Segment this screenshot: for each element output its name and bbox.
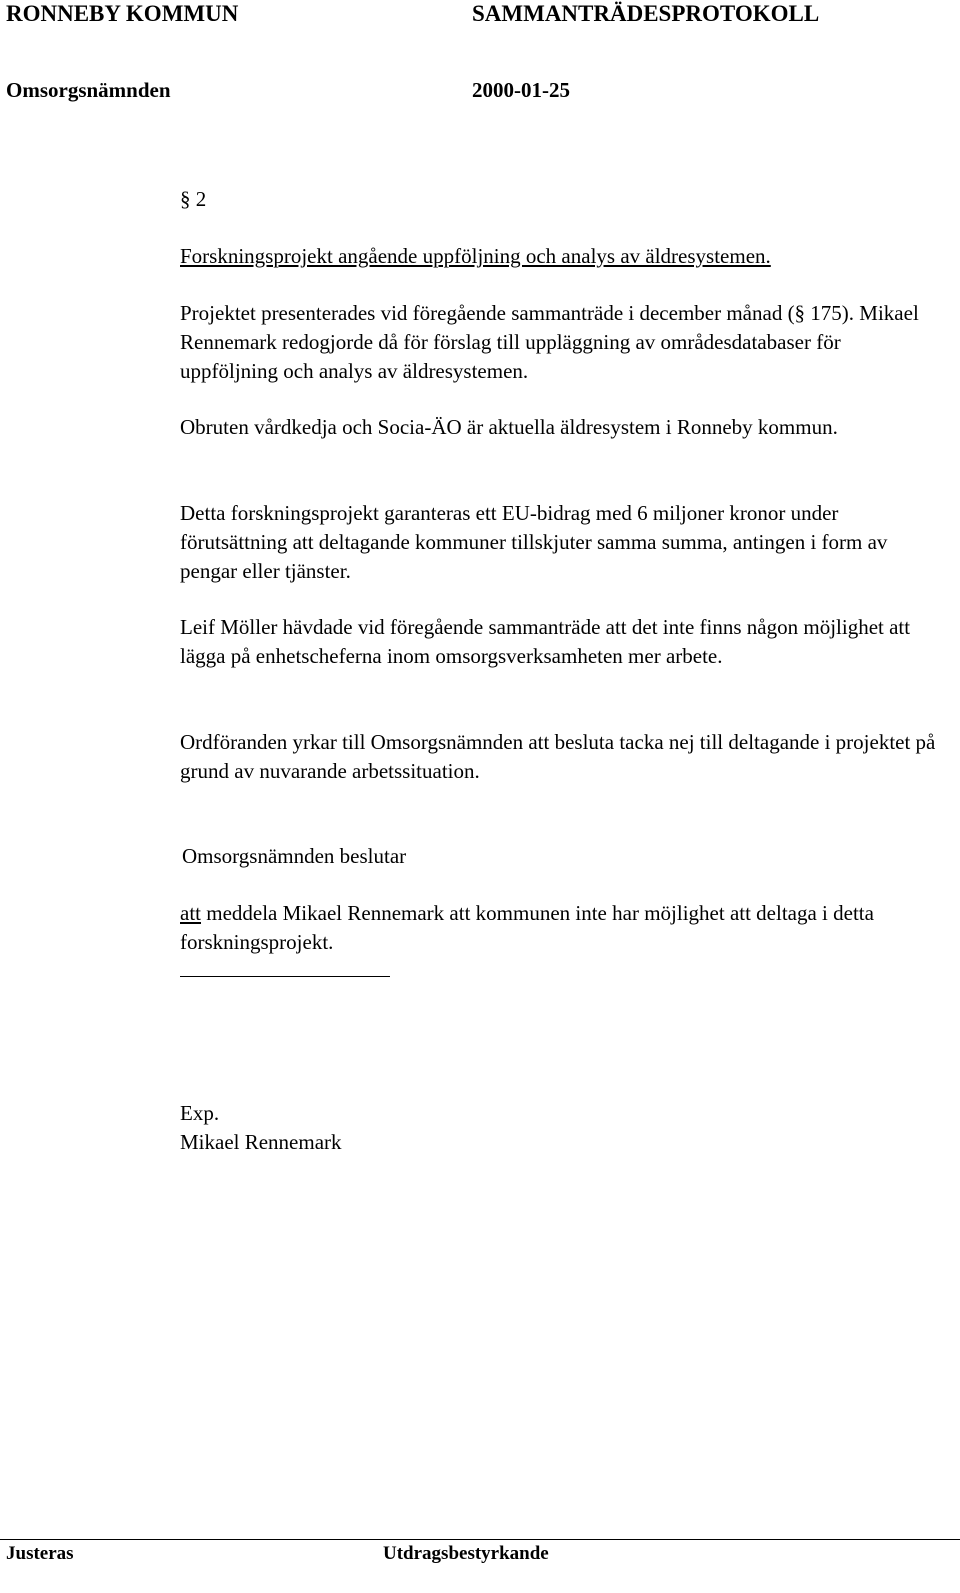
document-type: SAMMANTRÄDESPROTOKOLL <box>472 1 820 26</box>
footer-justeras: Justeras <box>6 1543 74 1564</box>
meeting-date: 2000-01-25 <box>472 78 570 102</box>
decision-keyword: att <box>180 901 201 925</box>
footer-divider <box>0 1539 960 1540</box>
organization-name: RONNEBY KOMMUN <box>6 1 239 26</box>
section-number: § 2 <box>180 187 207 211</box>
paragraph-presentation: Projektet presenterades vid föregående sammanträde i december månad (§ 175). Mikael Rennemark redogjorde då för förslag till uppläggning av områdesdatabaser för uppföljning och analys av äldresystemen. <box>180 301 919 383</box>
paragraph-objection: Leif Möller hävdade vid föregående sammanträde att det inte finns någon möjlighet att lägga på enhetscheferna inom omsorgsverksamheten mer arbete. <box>180 615 911 668</box>
section-title: Forskningsprojekt angående uppföljning och analys av äldresystemen. <box>180 244 771 268</box>
decision-text <box>180 899 940 957</box>
distribution-recipient: Mikael Rennemark <box>180 1130 342 1154</box>
paragraph-funding: Detta forskningsprojekt garanteras ett EU-bidrag med 6 miljoner kronor under förutsättning att deltagande kommuner tillskjuter samma summa, antingen i form av pengar eller tjänster. <box>180 501 888 583</box>
separator-line <box>180 976 390 977</box>
decision-body: meddela Mikael Rennemark att kommunen inte har möjlighet att deltaga i detta forskningsprojekt. <box>180 901 874 954</box>
committee-name: Omsorgsnämnden <box>6 78 171 102</box>
distribution-label: Exp. <box>180 1101 220 1125</box>
footer-utdragsbestyrkande: Utdragsbestyrkande <box>383 1543 549 1564</box>
decision-heading: Omsorgsnämnden beslutar <box>182 844 407 868</box>
paragraph-chair-proposal: Ordföranden yrkar till Omsorgsnämnden att besluta tacka nej till deltagande i projektet på grund av nuvarande arbetssituation. <box>180 730 936 783</box>
paragraph-systems: Obruten vårdkedja och Socia-ÄO är aktuella äldresystem i Ronneby kommun. <box>180 415 838 439</box>
